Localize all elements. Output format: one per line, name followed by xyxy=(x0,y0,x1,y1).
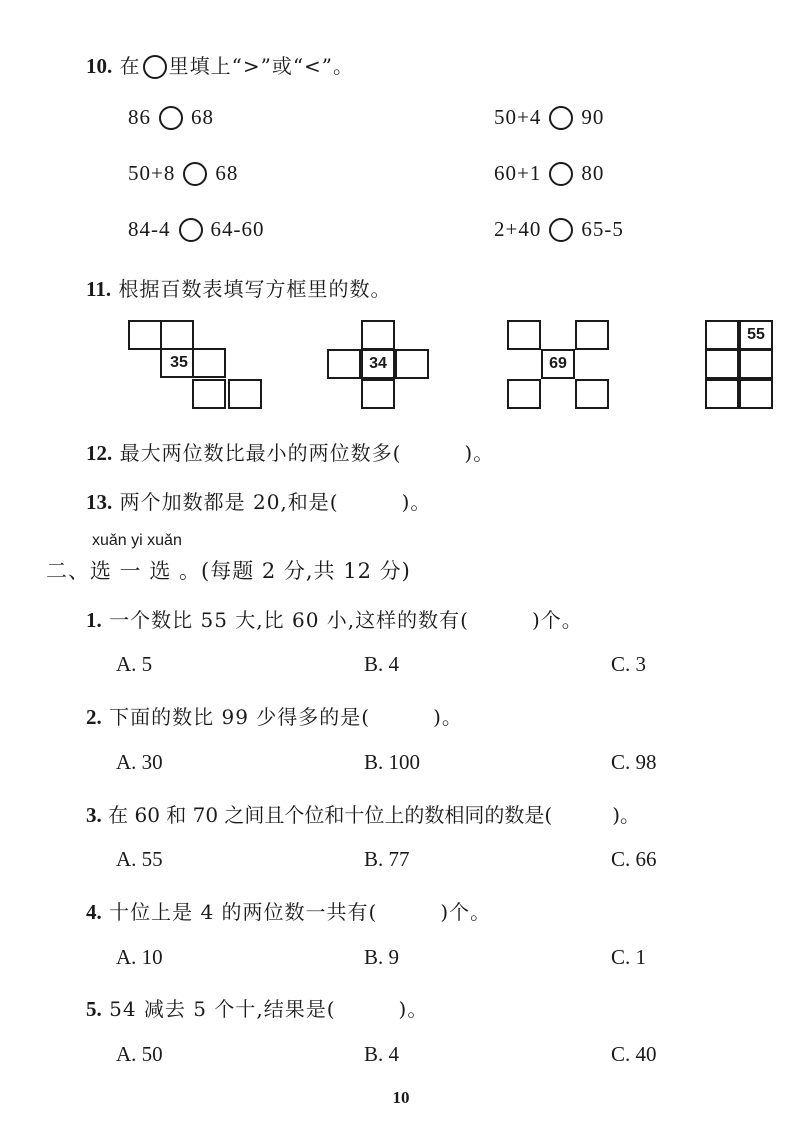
question-text: 根据百数表填写方框里的数。 xyxy=(118,277,392,301)
option-a[interactable]: A. 55 xyxy=(116,847,163,871)
grid-number: 55 xyxy=(747,326,765,343)
question-12 xyxy=(86,437,494,466)
compare-right: 68 xyxy=(191,105,214,129)
answer-circle[interactable] xyxy=(159,106,183,130)
compare-right: 68 xyxy=(215,161,239,185)
answer-circle[interactable] xyxy=(549,106,573,130)
grid-cell[interactable] xyxy=(361,379,395,409)
question-text: 两个加数都是 20,和是( )。 xyxy=(119,490,432,514)
option-a[interactable]: A. 50 xyxy=(116,1042,163,1066)
question-10 xyxy=(86,50,354,79)
grid-cell[interactable] xyxy=(705,379,739,409)
question-number: 3. xyxy=(86,803,102,827)
option-a[interactable]: A. 30 xyxy=(116,750,163,774)
compare-left: 60+1 xyxy=(494,161,542,185)
question-number: 13. xyxy=(86,490,113,514)
compare-left: 2+40 xyxy=(494,217,542,241)
question-text-before: 在 xyxy=(119,54,141,78)
grid-cell[interactable] xyxy=(361,320,395,350)
compare-right: 65-5 xyxy=(581,217,624,241)
option-b[interactable]: B. 100 xyxy=(364,750,421,774)
choice-question-1 xyxy=(86,604,583,633)
question-number: 5. xyxy=(86,997,102,1021)
compare-left: 86 xyxy=(128,105,151,129)
option-c[interactable]: C. 3 xyxy=(611,652,647,676)
choice-question-3 xyxy=(86,799,640,828)
question-13 xyxy=(86,486,431,515)
grid-number: 34 xyxy=(369,355,387,372)
compare-left: 50+8 xyxy=(128,161,176,185)
grid-cell[interactable] xyxy=(705,349,739,379)
option-b[interactable]: B. 4 xyxy=(364,1042,400,1066)
compare-item-6 xyxy=(494,217,624,242)
question-text: 54 减去 5 个十,结果是( )。 xyxy=(109,997,429,1021)
grid-cell[interactable] xyxy=(739,379,773,409)
option-c[interactable]: C. 66 xyxy=(611,847,657,871)
grid-cell[interactable] xyxy=(128,320,162,350)
grid-cell[interactable] xyxy=(228,379,262,409)
question-number: 10. xyxy=(86,54,113,78)
compare-right: 90 xyxy=(581,105,605,129)
grid-cell[interactable] xyxy=(507,379,541,409)
question-text: 十位上是 4 的两位数一共有( )个。 xyxy=(109,900,492,924)
circle-icon xyxy=(143,55,167,79)
compare-item-4 xyxy=(494,161,604,186)
grid-cell[interactable] xyxy=(575,320,609,350)
question-text-after: 里填上“>”或“<”。 xyxy=(168,54,355,78)
grid-cell[interactable] xyxy=(192,379,226,409)
option-a[interactable]: A. 5 xyxy=(116,652,153,676)
compare-item-1 xyxy=(128,105,214,130)
choice-question-4 xyxy=(86,896,491,925)
compare-right: 64-60 xyxy=(210,217,265,241)
answer-circle[interactable] xyxy=(549,162,573,186)
grid-cell[interactable] xyxy=(575,379,609,409)
question-number: 1. xyxy=(86,608,102,632)
option-b[interactable]: B. 9 xyxy=(364,945,400,969)
question-number: 2. xyxy=(86,705,102,729)
compare-item-3 xyxy=(128,161,238,186)
question-text: 最大两位数比最小的两位数多( )。 xyxy=(119,441,495,465)
compare-item-2 xyxy=(494,105,604,130)
answer-circle[interactable] xyxy=(179,218,203,242)
grid-cell[interactable] xyxy=(395,349,429,379)
grid-cell[interactable] xyxy=(739,349,773,379)
grid-cell[interactable] xyxy=(160,320,194,350)
compare-left: 84-4 xyxy=(128,217,171,241)
question-text: 下面的数比 99 少得多的是( )。 xyxy=(109,705,463,729)
grid-number: 35 xyxy=(170,354,188,371)
grid-cell[interactable] xyxy=(705,320,739,350)
compare-right: 80 xyxy=(581,161,605,185)
choice-question-2 xyxy=(86,701,463,730)
section-pinyin: xuǎn yi xuǎn xyxy=(92,532,182,549)
option-a[interactable]: A. 10 xyxy=(116,945,163,969)
grid-cell[interactable] xyxy=(327,349,361,379)
option-b[interactable]: B. 4 xyxy=(364,652,400,676)
grid-number: 69 xyxy=(549,355,567,372)
option-c[interactable]: C. 40 xyxy=(611,1042,657,1066)
option-c[interactable]: C. 98 xyxy=(611,750,657,774)
compare-item-5 xyxy=(128,217,265,242)
question-text: 一个数比 55 大,比 60 小,这样的数有( )个。 xyxy=(109,608,583,632)
question-number: 4. xyxy=(86,900,102,924)
question-text: 在 60 和 70 之间且个位和十位上的数相同的数是( )。 xyxy=(108,803,641,827)
answer-circle[interactable] xyxy=(549,218,573,242)
question-number: 12. xyxy=(86,441,113,465)
page-number: 10 xyxy=(392,1088,410,1107)
option-c[interactable]: C. 1 xyxy=(611,945,647,969)
choice-question-5 xyxy=(86,993,428,1022)
section-title: 二、选 一 选 。(每题 2 分,共 12 分) xyxy=(46,559,411,583)
grid-cell[interactable] xyxy=(192,348,226,378)
answer-circle[interactable] xyxy=(183,162,207,186)
question-11 xyxy=(86,273,391,302)
grid-cell[interactable] xyxy=(507,320,541,350)
question-number: 11. xyxy=(86,277,112,301)
compare-left: 50+4 xyxy=(494,105,542,129)
option-b[interactable]: B. 77 xyxy=(364,847,410,871)
